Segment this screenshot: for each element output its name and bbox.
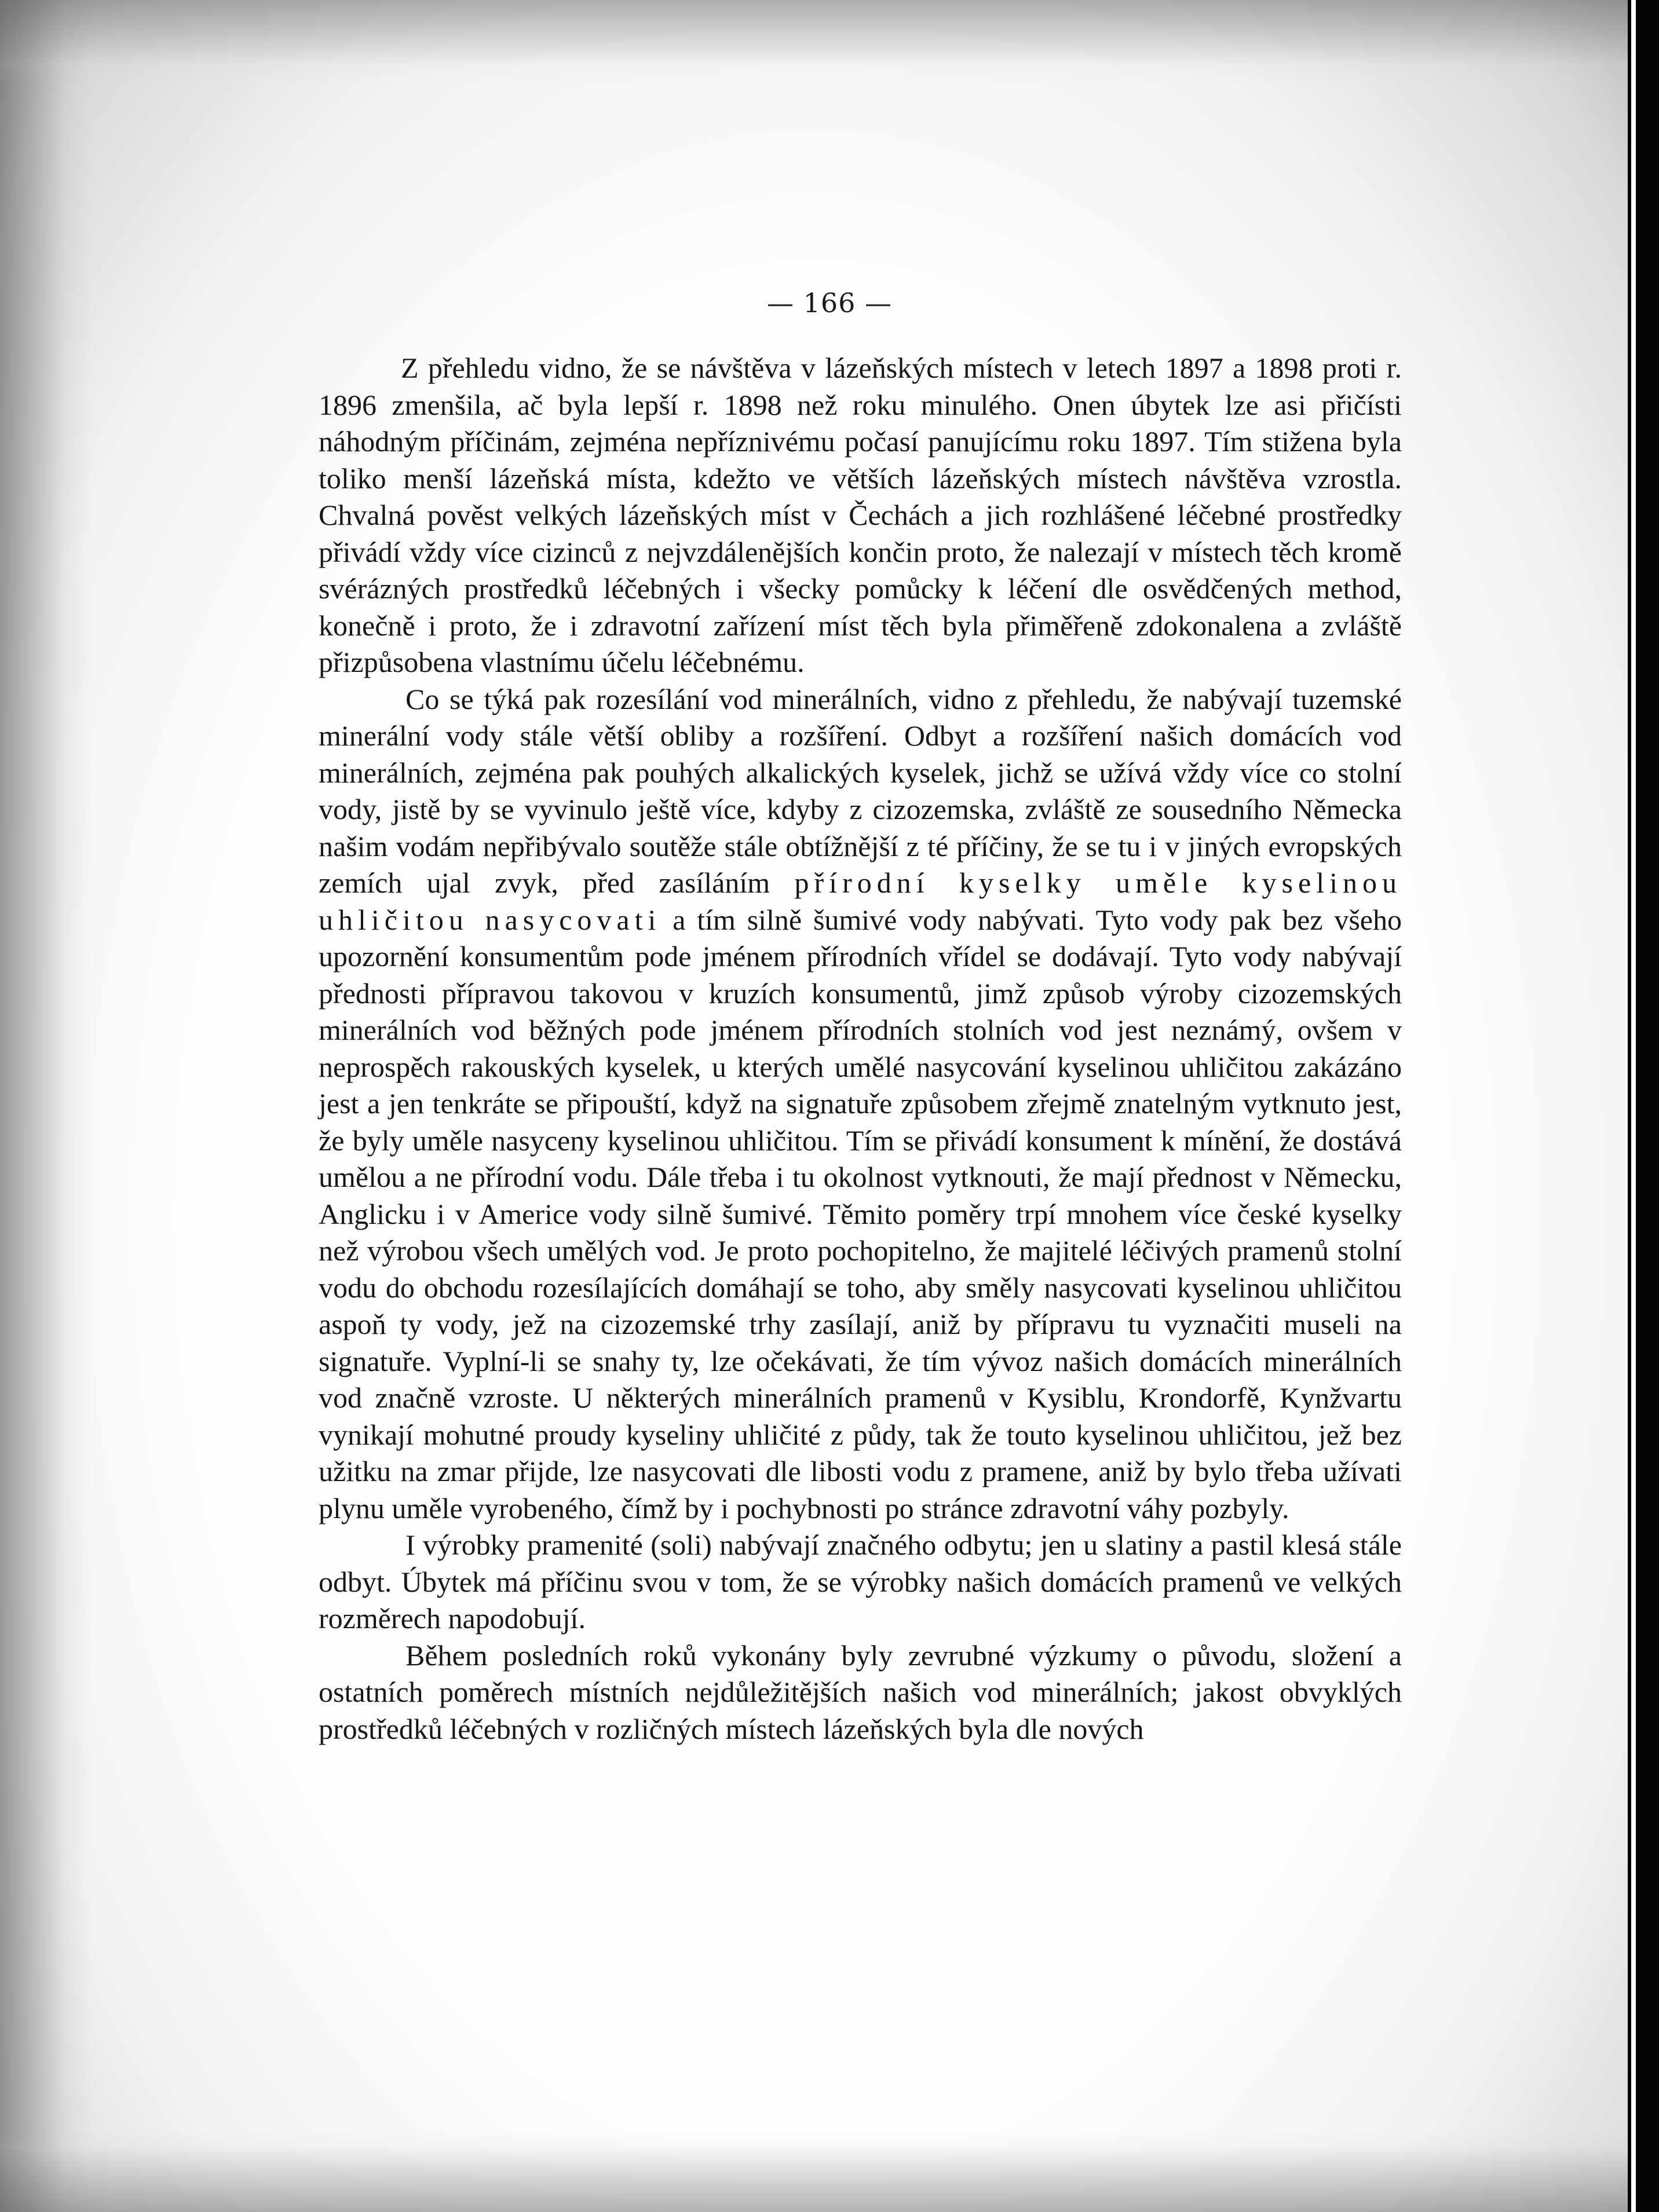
paragraph xyxy=(319,350,1402,681)
paragraph xyxy=(319,681,1402,1527)
paragraph xyxy=(319,1637,1402,1748)
scan-shadow-top xyxy=(0,0,1628,81)
scan-shadow-left xyxy=(0,0,93,2212)
paragraph-text: a tím silně šumivé vody nabývati. Tyto vody pak bez všeho upozornění konsumentům pode jménem přírodních vřídel se dodávají. Tyto vody nabývají přednosti přípravou takovou v kruzích konsumentů, jimž způsob výroby cizozemských minerálních vod běžných pode jménem přírodních stolních vod jest neznámý, ovšem v neprospěch rakouských kyselek, u kterých umělé nasycování kyselinou uhličitou zakázáno jest a jen tenkráte se připouští, když na signatuře způsobem zřejmě znatelným vytknuto jest, že byly uměle nasyceny kyselinou uhličitou. Tím se přivádí konsument k mínění, že dostává umělou a ne přírodní vodu. Dále třeba i tu okolnost vytknouti, že mají přednost v Německu, Anglicku i v Americe vody silně šumivé. Těmito poměry trpí mnohem více české kyselky než výrobou všech umělých vod. Je proto pochopitelno, že majitelé léčivých pramenů stolní vodu do obchodu rozesílajících domáhají se toho, aby směly nasycovati kyselinou uhličitou aspoň ty vody, jež na cizozemské trhy zasílají, aniž by přípravu tu vyznačiti museli na signatuře. Vyplní-li se snahy ty, lze očekávati, že tím vývoz našich domácích minerálních vod značně vzroste. U některých minerálních pramenů v Kysiblu, Krondorfě, Kynžvartu vynikají mohutné proudy kyseliny uhličité z půdy, tak že touto kyselinou uhličitou, jež bez užitku na zmar přijde, lze nasycovati dle libosti vodu z pramene, aniž by bylo třeba užívati plynu uměle vyrobeného, čímž by i pochybnosti po stránce zdravotní váhy pozbyly. xyxy=(319,903,1402,1524)
paragraph-text: Během posledních roků vykonány byly zevrubné výzkumy o původu, složení a ostatních poměrech místních nejdůležitějších našich vod minerálních; jakost obvyklých prostředků léčebných v rozličných místech lázeňských byla dle nových xyxy=(319,1639,1402,1745)
paragraph-text: Z přehledu vidno, že se návštěva v lázeňských místech v letech 1897 a 1898 proti r. 1896 zmenšila, ač byla lepší r. 1898 než roku minulého. Onen úbytek lze asi přičísti náhodným příčinám, zejména nepříznivému počasí panujícímu roku 1897. Tím stižena byla toliko menší lázeňská místa, kdežto ve větších lázeňských místech návštěva vzrostla. Chvalná pověst velkých lázeňských míst v Čechách a jich rozhlášené léčebné prostředky přivádí vždy více cizinců z nejvzdálenějších končin proto, že nalezají v místech těch kromě svérázných prostředků léčebných i všecky pomůcky k léčení dle osvědčených method, konečně i proto, že i zdravotní zařízení míst těch byla přiměřeně zdokonalena a zvláště přizpůsobena vlastnímu účelu léčebnému. xyxy=(319,352,1402,678)
paragraph xyxy=(319,1527,1402,1637)
scan-shadow-bottom xyxy=(0,2131,1628,2212)
paragraph-text: I výrobky pramenité (soli) nabývají značného odbytu; jen u slatiny a pastil klesá stále odbyt. Úbytek má příčinu svou v tom, že se výrobky našich domácích pramenů ve velkých rozměrech napodobují. xyxy=(319,1529,1402,1635)
scan-border-rule xyxy=(1631,0,1636,2212)
page-number: — 166 — xyxy=(766,287,893,319)
emphasized-text: přírodní kyselky uměle kyselinou uhličitou nasycovati xyxy=(319,866,1402,936)
body-text xyxy=(319,350,1402,1747)
paragraph-text: Co se týká pak rozesílání vod minerálních, vidno z přehledu, že nabývají tuzemské minerální vody stále větší obliby a rozšíření. Odbyt a rozšíření našich domácích vod minerálních, zejména pak pouhých alkalických kyselek, jichž se užívá vždy více co stolní vody, jistě by se vyvinulo ještě více, kdyby z cizozemska, zvláště ze sousedního Německa našim vodám nepřibývalo soutěže stále obtížnější z té příčiny, že se tu i v jiných evropských zemích ujal zvyk, před zasíláním xyxy=(319,682,1402,899)
